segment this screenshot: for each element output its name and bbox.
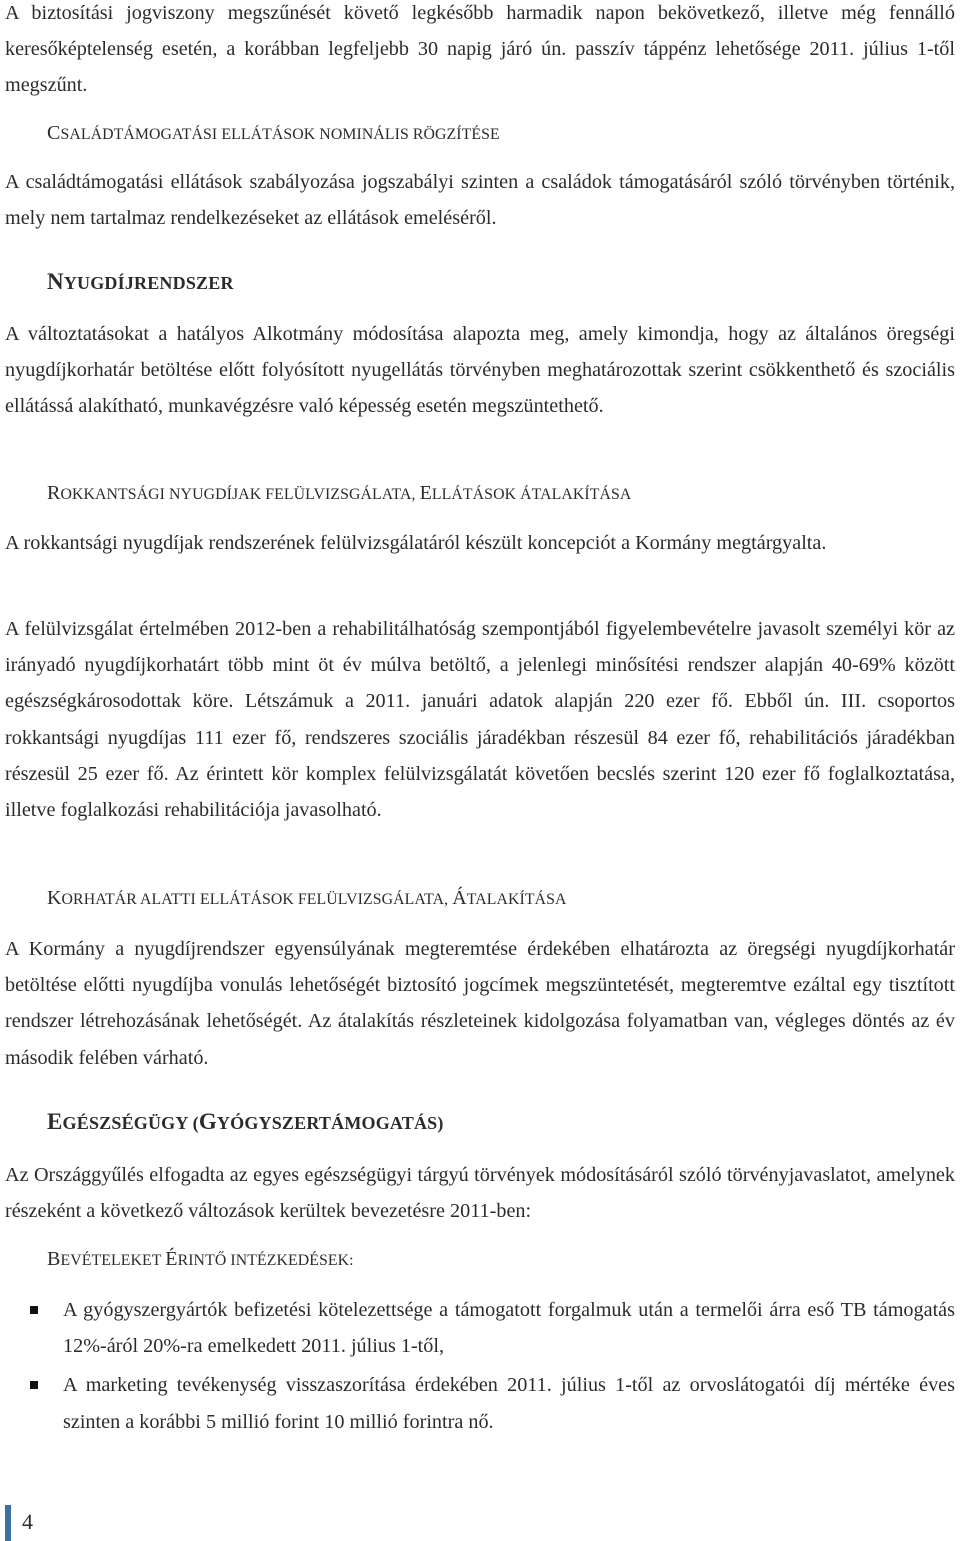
paragraph-disability-concept: A rokkantsági nyugdíjak rendszerének felülvizsgálatáról készült koncepciót a Kormány megtárgyalta.	[5, 532, 827, 554]
paragraph-early-retirement: A Kormány a nyugdíjrendszer egyensúlyának megteremtése érdekében elhatározta az öregségi nyugdíjkorhatár betöltése előtti nyugdíjba vonulás lehetőségét biztosító jogcímek megszüntetését, megteremtve ezáltal egy tisztított rendszer létrehozásának lehetőségét. Az átalakítás részleteinek kidolgozása folyamatban van, végleges döntés az év második felében várható.	[5, 938, 955, 1069]
subheading-family-benefits: CSALÁDTÁMOGATÁSI ELLÁTÁSOK NOMINÁLIS RÖGZÍTÉSE	[47, 122, 500, 144]
bullet-list-measures	[5, 1292, 955, 1440]
paragraph-pension-system: A változtatásokat a hatályos Alkotmány módosítása alapozta meg, amely kimondja, hogy az általános öregségi nyugdíjkorhatár betöltése előtt folyósított nyugellátás törvényben meghatározottak szerint csökkenthető és szociális ellátássá alakítható, munkavégzésre való képesség esetén megszüntethető.	[5, 323, 955, 418]
square-bullet-icon	[30, 1306, 38, 1314]
paragraph-family-benefits: A családtámogatási ellátások szabályozása jogszabályi szinten a családok támogatásáról szóló törvényben történik, mely nem tartalmaz rendelkezéseket az ellátások emeléséről.	[5, 171, 955, 230]
page-number: 4	[22, 1509, 33, 1534]
list-item: A marketing tevékenység visszaszorítása érdekében 2011. július 1-től az orvoslátogatói díj mértéke éves szinten a korábbi 5 millió forint 10 millió forintra nő.	[5, 1367, 955, 1439]
footer-accent-bar	[5, 1505, 11, 1541]
subheading-early-retirement: KORHATÁR ALATTI ELLÁTÁSOK FELÜLVIZSGÁLATA, ÁTALAKÍTÁSA	[47, 887, 567, 909]
heading-healthcare: EGÉSZSÉGÜGY (GYÓGYSZERTÁMOGATÁS)	[47, 1109, 444, 1134]
list-item: A gyógyszergyártók befizetési kötelezettsége a támogatott forgalmuk után a termelői árra eső TB támogatás 12%-áról 20%-ra emelkedett 2011. július 1-től,	[5, 1292, 955, 1364]
subheading-disability-pensions: ROKKANTSÁGI NYUGDÍJAK FELÜLVIZSGÁLATA, ELLÁTÁSOK ÁTALAKÍTÁSA	[47, 482, 632, 504]
subheading-revenue-measures: BEVÉTELEKET ÉRINTŐ INTÉZKEDÉSEK:	[47, 1248, 354, 1270]
paragraph-healthcare: Az Országgyűlés elfogadta az egyes egészségügyi tárgyú törvények módosításáról szóló törvényjavaslatot, amelynek részeként a következő változások kerültek bevezetésre 2011-ben:	[5, 1164, 955, 1223]
heading-pension-system: NYUGDÍJRENDSZER	[47, 269, 234, 294]
square-bullet-icon	[30, 1381, 38, 1389]
paragraph-passive-sick-pay: A biztosítási jogviszony megszűnését követő legkésőbb harmadik napon bekövetkező, illetve még fennálló keresőképtelenség esetén, a korábban legfeljebb 30 napig járó ún. passzív táppénz lehetősége 2011. július 1-től megszűnt.	[5, 2, 955, 97]
paragraph-disability-review: A felülvizsgálat értelmében 2012-ben a rehabilitálhatóság szempontjából figyelembevételre javasolt személyi kör az irányadó nyugdíjkorhatárt több mint öt év múlva betöltő, a jelenlegi minősítési rendszer alapján 40-69% között egészségkárosodottak köre. Létszámuk a 2011. januári adatok alapján 220 ezer fő. Ebből ún. III. csoportos rokkantsági nyugdíjas 111 ezer fő, rendszeres szociális járadékban részesül 84 ezer fő, rehabilitációs járadékban részesül 25 ezer fő. Az érintett kör komplex felülvizsgálatát követően becslés szerint 120 ezer fő foglalkoztatása, illetve foglalkozási rehabilitációja javasolható.	[5, 618, 955, 822]
